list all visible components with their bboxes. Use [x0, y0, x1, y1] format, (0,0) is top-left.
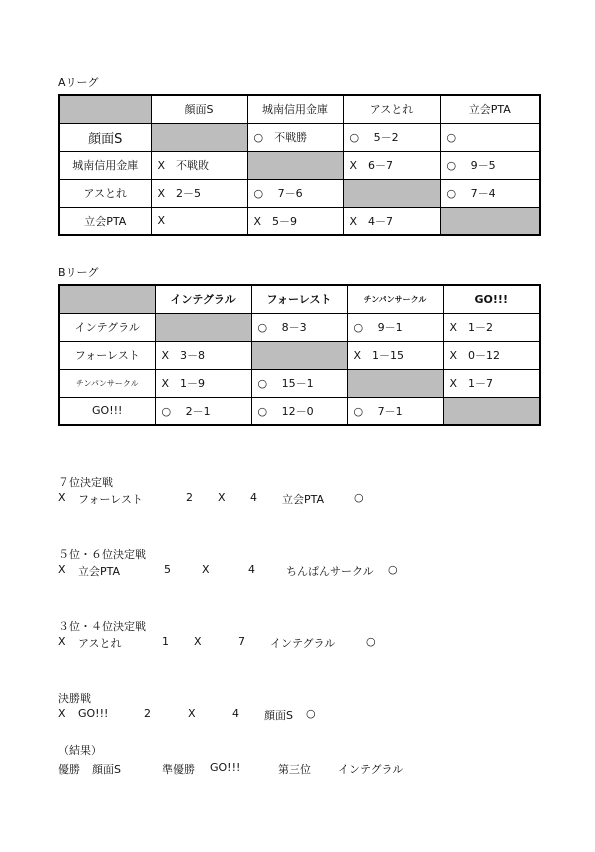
vs-mark: X — [194, 635, 202, 648]
team-name: GO!!! — [78, 707, 109, 720]
playoff-match — [58, 635, 538, 651]
row-header: 城南信用金庫 — [59, 151, 151, 179]
result-cell: ○ 2－1 — [155, 397, 251, 425]
third-label: 第三位 — [278, 763, 311, 776]
row-header: アスとれ — [59, 179, 151, 207]
table-row — [59, 151, 540, 179]
table-row — [59, 123, 540, 151]
team-name: 立会PTA — [78, 565, 121, 578]
score: 4 — [232, 707, 239, 720]
playoff-match — [58, 491, 538, 507]
result-cell: ○ 5－2 — [343, 123, 440, 151]
col-header: チンパンサークル — [347, 285, 443, 313]
runner-up-label: 準優勝 — [162, 763, 195, 776]
result-cell: X 2－5 — [151, 179, 247, 207]
table-row — [59, 179, 540, 207]
result-cell: ○ 7－6 — [247, 179, 343, 207]
score: 2 — [186, 491, 193, 504]
table-header-row — [59, 95, 540, 123]
league-b-table — [58, 284, 541, 426]
result-cell: X 1－15 — [347, 341, 443, 369]
score: 1 — [162, 635, 169, 648]
league-a-title: Aリーグ — [58, 76, 99, 89]
result-cell: ○ 8－3 — [251, 313, 347, 341]
score: 2 — [144, 707, 151, 720]
result-cell: ○ 12－0 — [251, 397, 347, 425]
winner-mark: ○ — [366, 635, 376, 648]
playoff-match — [58, 563, 538, 579]
winner-mark: ○ — [388, 563, 398, 576]
row-header: インテグラル — [59, 313, 155, 341]
result-cell: X 1－7 — [443, 369, 540, 397]
col-header: 顔面S — [151, 95, 247, 123]
row-header: GO!!! — [59, 397, 155, 425]
self-match-cell — [251, 341, 347, 369]
loser-mark: X — [58, 707, 66, 720]
results-line — [58, 761, 538, 777]
result-cell: X 1－2 — [443, 313, 540, 341]
result-cell: X 1－9 — [155, 369, 251, 397]
loser-mark: X — [58, 491, 66, 504]
playoff-match — [58, 707, 538, 723]
winner-mark: ○ — [354, 491, 364, 504]
table-row — [59, 207, 540, 235]
score: 7 — [238, 635, 245, 648]
row-header: チンパンサークル — [59, 369, 155, 397]
playoff-title: ７位決定戦 — [58, 476, 113, 489]
winner-mark: ○ — [306, 707, 316, 720]
table-header-row — [59, 285, 540, 313]
score: 5 — [164, 563, 171, 576]
results-title: （結果） — [58, 744, 102, 757]
playoff-title: ５位・６位決定戦 — [58, 548, 146, 561]
vs-mark: X — [188, 707, 196, 720]
self-match-cell — [343, 179, 440, 207]
result-cell: ○ 15－1 — [251, 369, 347, 397]
team-name: 顔面S — [264, 709, 293, 722]
result-cell: X 5－9 — [247, 207, 343, 235]
vs-mark: X — [218, 491, 226, 504]
result-cell: ○ 9－1 — [347, 313, 443, 341]
col-header: インテグラル — [155, 285, 251, 313]
third-team: インテグラル — [338, 763, 404, 776]
result-cell: ○ — [440, 123, 540, 151]
result-cell: X 6－7 — [343, 151, 440, 179]
team-name: フォーレスト — [78, 493, 143, 506]
champion-team: 顔面S — [92, 763, 121, 776]
row-header: フォーレスト — [59, 341, 155, 369]
self-match-cell — [347, 369, 443, 397]
result-cell: ○ 7－1 — [347, 397, 443, 425]
result-cell: X 0－12 — [443, 341, 540, 369]
loser-mark: X — [58, 563, 66, 576]
team-name: 立会PTA — [282, 493, 325, 506]
vs-mark: X — [202, 563, 210, 576]
result-cell: X 不戦敗 — [151, 151, 247, 179]
table-row — [59, 397, 540, 425]
result-cell: ○ 9－5 — [440, 151, 540, 179]
col-header: GO!!! — [443, 285, 540, 313]
playoff-title: ３位・４位決定戦 — [58, 620, 146, 633]
loser-mark: X — [58, 635, 66, 648]
self-match-cell — [247, 151, 343, 179]
score: 4 — [248, 563, 255, 576]
result-cell: X 4－7 — [343, 207, 440, 235]
table-row — [59, 341, 540, 369]
result-cell: ○ 7－4 — [440, 179, 540, 207]
col-header: 城南信用金庫 — [247, 95, 343, 123]
corner-cell — [59, 95, 151, 123]
row-header: 立会PTA — [59, 207, 151, 235]
team-name: アスとれ — [78, 637, 122, 650]
team-name: インテグラル — [270, 637, 336, 650]
corner-cell — [59, 285, 155, 313]
self-match-cell — [443, 397, 540, 425]
row-header: 顔面S — [59, 123, 151, 151]
league-a-table — [58, 94, 541, 236]
result-cell: ○ 不戦勝 — [247, 123, 343, 151]
result-cell: X — [151, 207, 247, 235]
league-b-title: Bリーグ — [58, 266, 99, 279]
self-match-cell — [440, 207, 540, 235]
col-header: 立会PTA — [440, 95, 540, 123]
playoff-title: 決勝戦 — [58, 692, 91, 705]
self-match-cell — [155, 313, 251, 341]
col-header: アスとれ — [343, 95, 440, 123]
result-cell: X 3－8 — [155, 341, 251, 369]
self-match-cell — [151, 123, 247, 151]
col-header: フォーレスト — [251, 285, 347, 313]
score: 4 — [250, 491, 257, 504]
runner-up-team: GO!!! — [210, 761, 241, 774]
champion-label: 優勝 — [58, 763, 80, 776]
table-row — [59, 313, 540, 341]
table-row — [59, 369, 540, 397]
team-name: ちんぱんサークル — [286, 565, 374, 578]
